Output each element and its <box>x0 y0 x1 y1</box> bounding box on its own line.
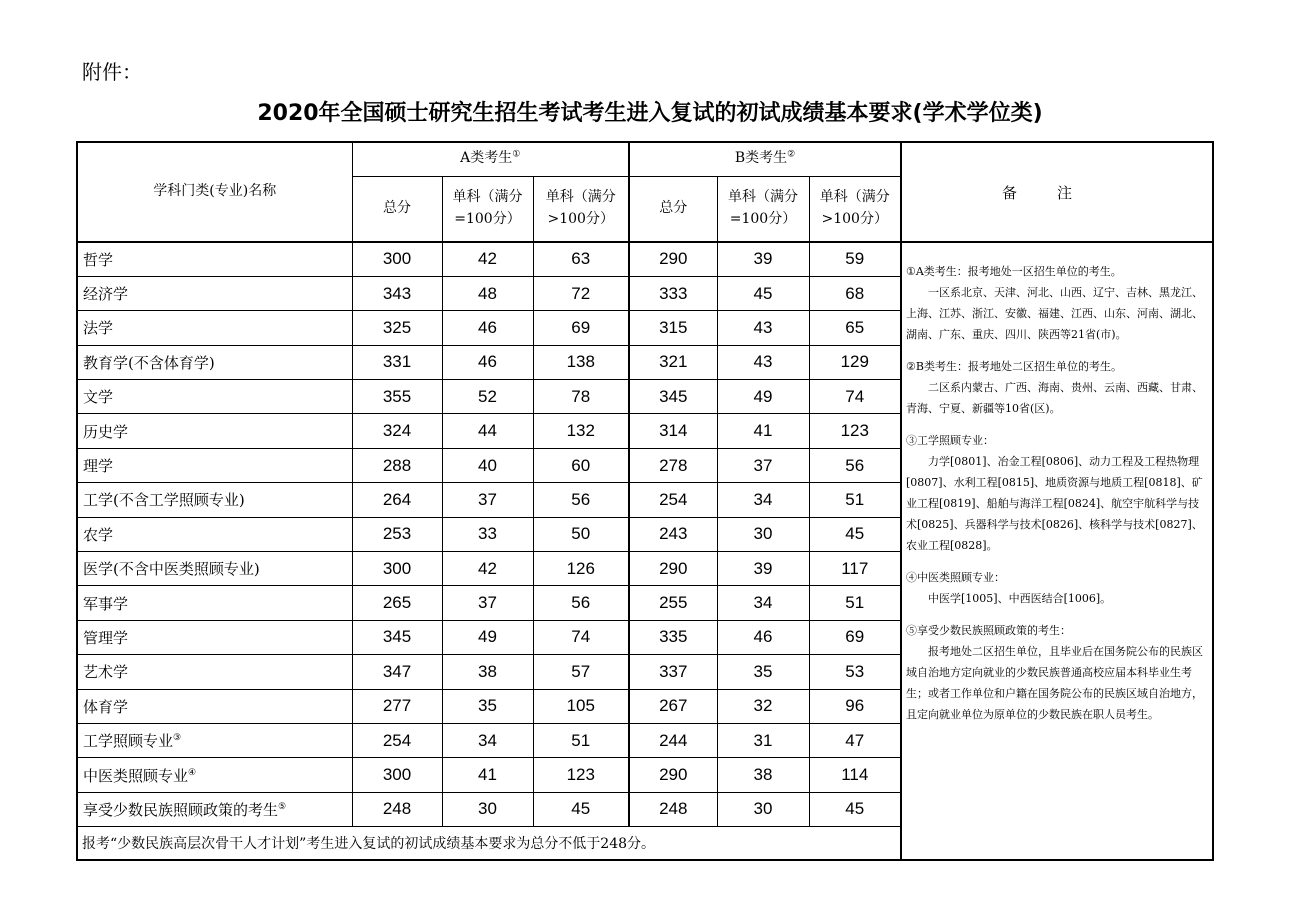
subject-name: 农学 <box>77 517 352 551</box>
a-single-gt100-cell: 74 <box>533 620 629 654</box>
b-single-gt100-cell: 53 <box>809 655 901 689</box>
b-total-cell: 254 <box>629 483 717 517</box>
note-2-body: 二区系内蒙古、广西、海南、贵州、云南、西藏、甘肃、青海、宁夏、新疆等10省(区)。 <box>906 381 1203 415</box>
b-total-cell: 345 <box>629 380 717 414</box>
a-single-100-cell: 41 <box>442 758 533 792</box>
b-total-cell: 337 <box>629 655 717 689</box>
subject-name: 艺术学 <box>77 655 352 689</box>
a-single-gt100-cell: 56 <box>533 483 629 517</box>
a-total-cell: 300 <box>352 242 442 276</box>
note-3-title: ③工学照顾专业： <box>906 434 994 447</box>
note-5-body: 报考地处二区招生单位，且毕业后在国务院公布的民族区域自治地方定向就业的少数民族普通高校应届本科毕业生考生；或者工作单位和户籍在国务院公布的民族区域自治地方，且定向就业单位为原单位的少数民族在职人员考生。 <box>906 645 1203 721</box>
a-total-cell: 345 <box>352 620 442 654</box>
a-total-cell: 253 <box>352 517 442 551</box>
subject-name: 医学(不含中医类照顾专业) <box>77 552 352 586</box>
a-single-gt100-cell: 45 <box>533 792 629 826</box>
b-single-gt100-cell: 117 <box>809 552 901 586</box>
attachment-label: 附件： <box>82 60 142 84</box>
a-single-100-cell: 30 <box>442 792 533 826</box>
a-single-gt100-cell: 50 <box>533 517 629 551</box>
a-single-gt100-cell: 138 <box>533 345 629 379</box>
a-single-100-cell: 48 <box>442 276 533 310</box>
b-single-gt100-cell: 123 <box>809 414 901 448</box>
note-1-body: 一区系北京、天津、河北、山西、辽宁、吉林、黑龙江、上海、江苏、浙江、安徽、福建、江西、山东、河南、湖北、湖南、广东、重庆、四川、陕西等21省(市)。 <box>906 286 1203 341</box>
b-single-gt100-cell: 96 <box>809 689 901 723</box>
a-total-cell: 277 <box>352 689 442 723</box>
b-single-100-cell: 34 <box>717 586 809 620</box>
subject-name: 教育学(不含体育学) <box>77 345 352 379</box>
b-single-100-cell: 43 <box>717 345 809 379</box>
a-single-gt100-cell: 56 <box>533 586 629 620</box>
subject-name: 管理学 <box>77 620 352 654</box>
a-single-gt100-cell: 105 <box>533 689 629 723</box>
b-single-gt100-cell: 69 <box>809 620 901 654</box>
group-b-header: B类考生② <box>629 142 901 176</box>
b-single-100-cell: 34 <box>717 483 809 517</box>
b-single-gt100-cell: 45 <box>809 517 901 551</box>
b-single-100-cell: 45 <box>717 276 809 310</box>
b-single-gt100-cell: 59 <box>809 242 901 276</box>
a-total-cell: 288 <box>352 448 442 482</box>
a-total-cell: 325 <box>352 311 442 345</box>
b-total-cell: 243 <box>629 517 717 551</box>
note-2-title: ②B类考生：报考地处二区招生单位的考生。 <box>906 360 1122 373</box>
b-total-cell: 290 <box>629 758 717 792</box>
b-single-100-header: 单科（满分 =100分） <box>717 176 809 242</box>
a-single-100-cell: 38 <box>442 655 533 689</box>
note-5-title: ⑤享受少数民族照顾政策的考生： <box>906 624 1071 637</box>
b-single-100-cell: 35 <box>717 655 809 689</box>
a-single-gt100-cell: 60 <box>533 448 629 482</box>
a-total-cell: 331 <box>352 345 442 379</box>
table-row <box>77 242 1213 276</box>
a-single-gt100-cell: 69 <box>533 311 629 345</box>
a-total-cell: 300 <box>352 552 442 586</box>
b-single-gt100-cell: 56 <box>809 448 901 482</box>
b-total-cell: 290 <box>629 242 717 276</box>
a-single-gt100-header: 单科（满分 >100分） <box>533 176 629 242</box>
a-single-100-cell: 49 <box>442 620 533 654</box>
a-total-cell: 264 <box>352 483 442 517</box>
subject-name: 体育学 <box>77 689 352 723</box>
a-single-gt100-cell: 123 <box>533 758 629 792</box>
a-single-gt100-cell: 126 <box>533 552 629 586</box>
note-4-body: 中医学[1005]、中西医结合[1006]。 <box>928 592 1112 605</box>
a-single-100-cell: 40 <box>442 448 533 482</box>
note-1-title: ①A类考生：报考地处一区招生单位的考生。 <box>906 265 1122 278</box>
b-total-cell: 314 <box>629 414 717 448</box>
b-total-cell: 335 <box>629 620 717 654</box>
b-single-gt100-cell: 129 <box>809 345 901 379</box>
b-single-100-cell: 30 <box>717 517 809 551</box>
b-single-100-cell: 32 <box>717 689 809 723</box>
a-single-100-cell: 37 <box>442 483 533 517</box>
a-single-gt100-cell: 57 <box>533 655 629 689</box>
b-single-100-cell: 43 <box>717 311 809 345</box>
a-single-100-cell: 52 <box>442 380 533 414</box>
b-single-100-cell: 37 <box>717 448 809 482</box>
b-total-cell: 255 <box>629 586 717 620</box>
b-total-cell: 333 <box>629 276 717 310</box>
footer-note: 报考“少数民族高层次骨干人才计划”考生进入复试的初试成绩基本要求为总分不低于248分。 <box>77 827 901 860</box>
subject-header: 学科门类(专业)名称 <box>77 142 352 242</box>
a-single-gt100-cell: 63 <box>533 242 629 276</box>
b-total-cell: 244 <box>629 723 717 757</box>
b-total-cell: 278 <box>629 448 717 482</box>
b-single-100-cell: 49 <box>717 380 809 414</box>
subject-name: 军事学 <box>77 586 352 620</box>
subject-name: 经济学 <box>77 276 352 310</box>
a-single-100-header: 单科（满分 =100分） <box>442 176 533 242</box>
b-single-gt100-cell: 47 <box>809 723 901 757</box>
a-single-gt100-cell: 78 <box>533 380 629 414</box>
b-total-cell: 267 <box>629 689 717 723</box>
subject-name: 法学 <box>77 311 352 345</box>
b-total-cell: 321 <box>629 345 717 379</box>
a-single-100-cell: 46 <box>442 311 533 345</box>
b-single-gt100-cell: 51 <box>809 586 901 620</box>
b-single-100-cell: 30 <box>717 792 809 826</box>
b-single-gt100-cell: 114 <box>809 758 901 792</box>
a-single-100-cell: 35 <box>442 689 533 723</box>
b-single-gt100-cell: 65 <box>809 311 901 345</box>
b-single-100-cell: 38 <box>717 758 809 792</box>
a-total-cell: 324 <box>352 414 442 448</box>
a-single-100-cell: 42 <box>442 242 533 276</box>
b-total-cell: 248 <box>629 792 717 826</box>
remarks-notes <box>901 242 1213 860</box>
a-single-100-cell: 34 <box>442 723 533 757</box>
a-single-gt100-cell: 72 <box>533 276 629 310</box>
a-total-cell: 265 <box>352 586 442 620</box>
group-a-header: A类考生① <box>352 142 629 176</box>
b-single-100-cell: 39 <box>717 552 809 586</box>
note-3-body: 力学[0801]、冶金工程[0806]、动力工程及工程热物理[0807]、水利工程[0815]、地质资源与地质工程[0818]、矿业工程[0819]、船舶与海洋工程[0824]、航空宇航科学与技术[0825]、兵器科学与技术[0826]、核科学与技术[0827]、农业工程[0828]。 <box>906 455 1203 552</box>
a-total-cell: 248 <box>352 792 442 826</box>
subject-name: 历史学 <box>77 414 352 448</box>
b-single-gt100-cell: 51 <box>809 483 901 517</box>
a-total-header: 总分 <box>352 176 442 242</box>
remarks-header: 备注 <box>901 142 1213 242</box>
a-single-100-cell: 46 <box>442 345 533 379</box>
a-total-cell: 347 <box>352 655 442 689</box>
b-total-header: 总分 <box>629 176 717 242</box>
a-single-100-cell: 33 <box>442 517 533 551</box>
b-total-cell: 290 <box>629 552 717 586</box>
a-single-100-cell: 42 <box>442 552 533 586</box>
subject-name: 中医类照顾专业④ <box>77 758 352 792</box>
b-single-100-cell: 46 <box>717 620 809 654</box>
subject-name: 享受少数民族照顾政策的考生⑤ <box>77 792 352 826</box>
document-title: 2020年全国硕士研究生招生考试考生进入复试的初试成绩基本要求(学术学位类) <box>257 101 1043 126</box>
a-total-cell: 300 <box>352 758 442 792</box>
subject-name: 理学 <box>77 448 352 482</box>
a-total-cell: 343 <box>352 276 442 310</box>
subject-name: 工学(不含工学照顾专业) <box>77 483 352 517</box>
a-single-gt100-cell: 132 <box>533 414 629 448</box>
a-total-cell: 254 <box>352 723 442 757</box>
a-single-gt100-cell: 51 <box>533 723 629 757</box>
a-single-100-cell: 44 <box>442 414 533 448</box>
b-single-gt100-header: 单科（满分 >100分） <box>809 176 901 242</box>
b-single-gt100-cell: 68 <box>809 276 901 310</box>
subject-name: 哲学 <box>77 242 352 276</box>
b-single-100-cell: 41 <box>717 414 809 448</box>
b-total-cell: 315 <box>629 311 717 345</box>
subject-name: 文学 <box>77 380 352 414</box>
a-total-cell: 355 <box>352 380 442 414</box>
note-4-title: ④中医类照顾专业： <box>906 571 1005 584</box>
b-single-100-cell: 39 <box>717 242 809 276</box>
score-table <box>76 141 1214 861</box>
b-single-gt100-cell: 74 <box>809 380 901 414</box>
subject-name: 工学照顾专业③ <box>77 723 352 757</box>
b-single-gt100-cell: 45 <box>809 792 901 826</box>
a-single-100-cell: 37 <box>442 586 533 620</box>
b-single-100-cell: 31 <box>717 723 809 757</box>
